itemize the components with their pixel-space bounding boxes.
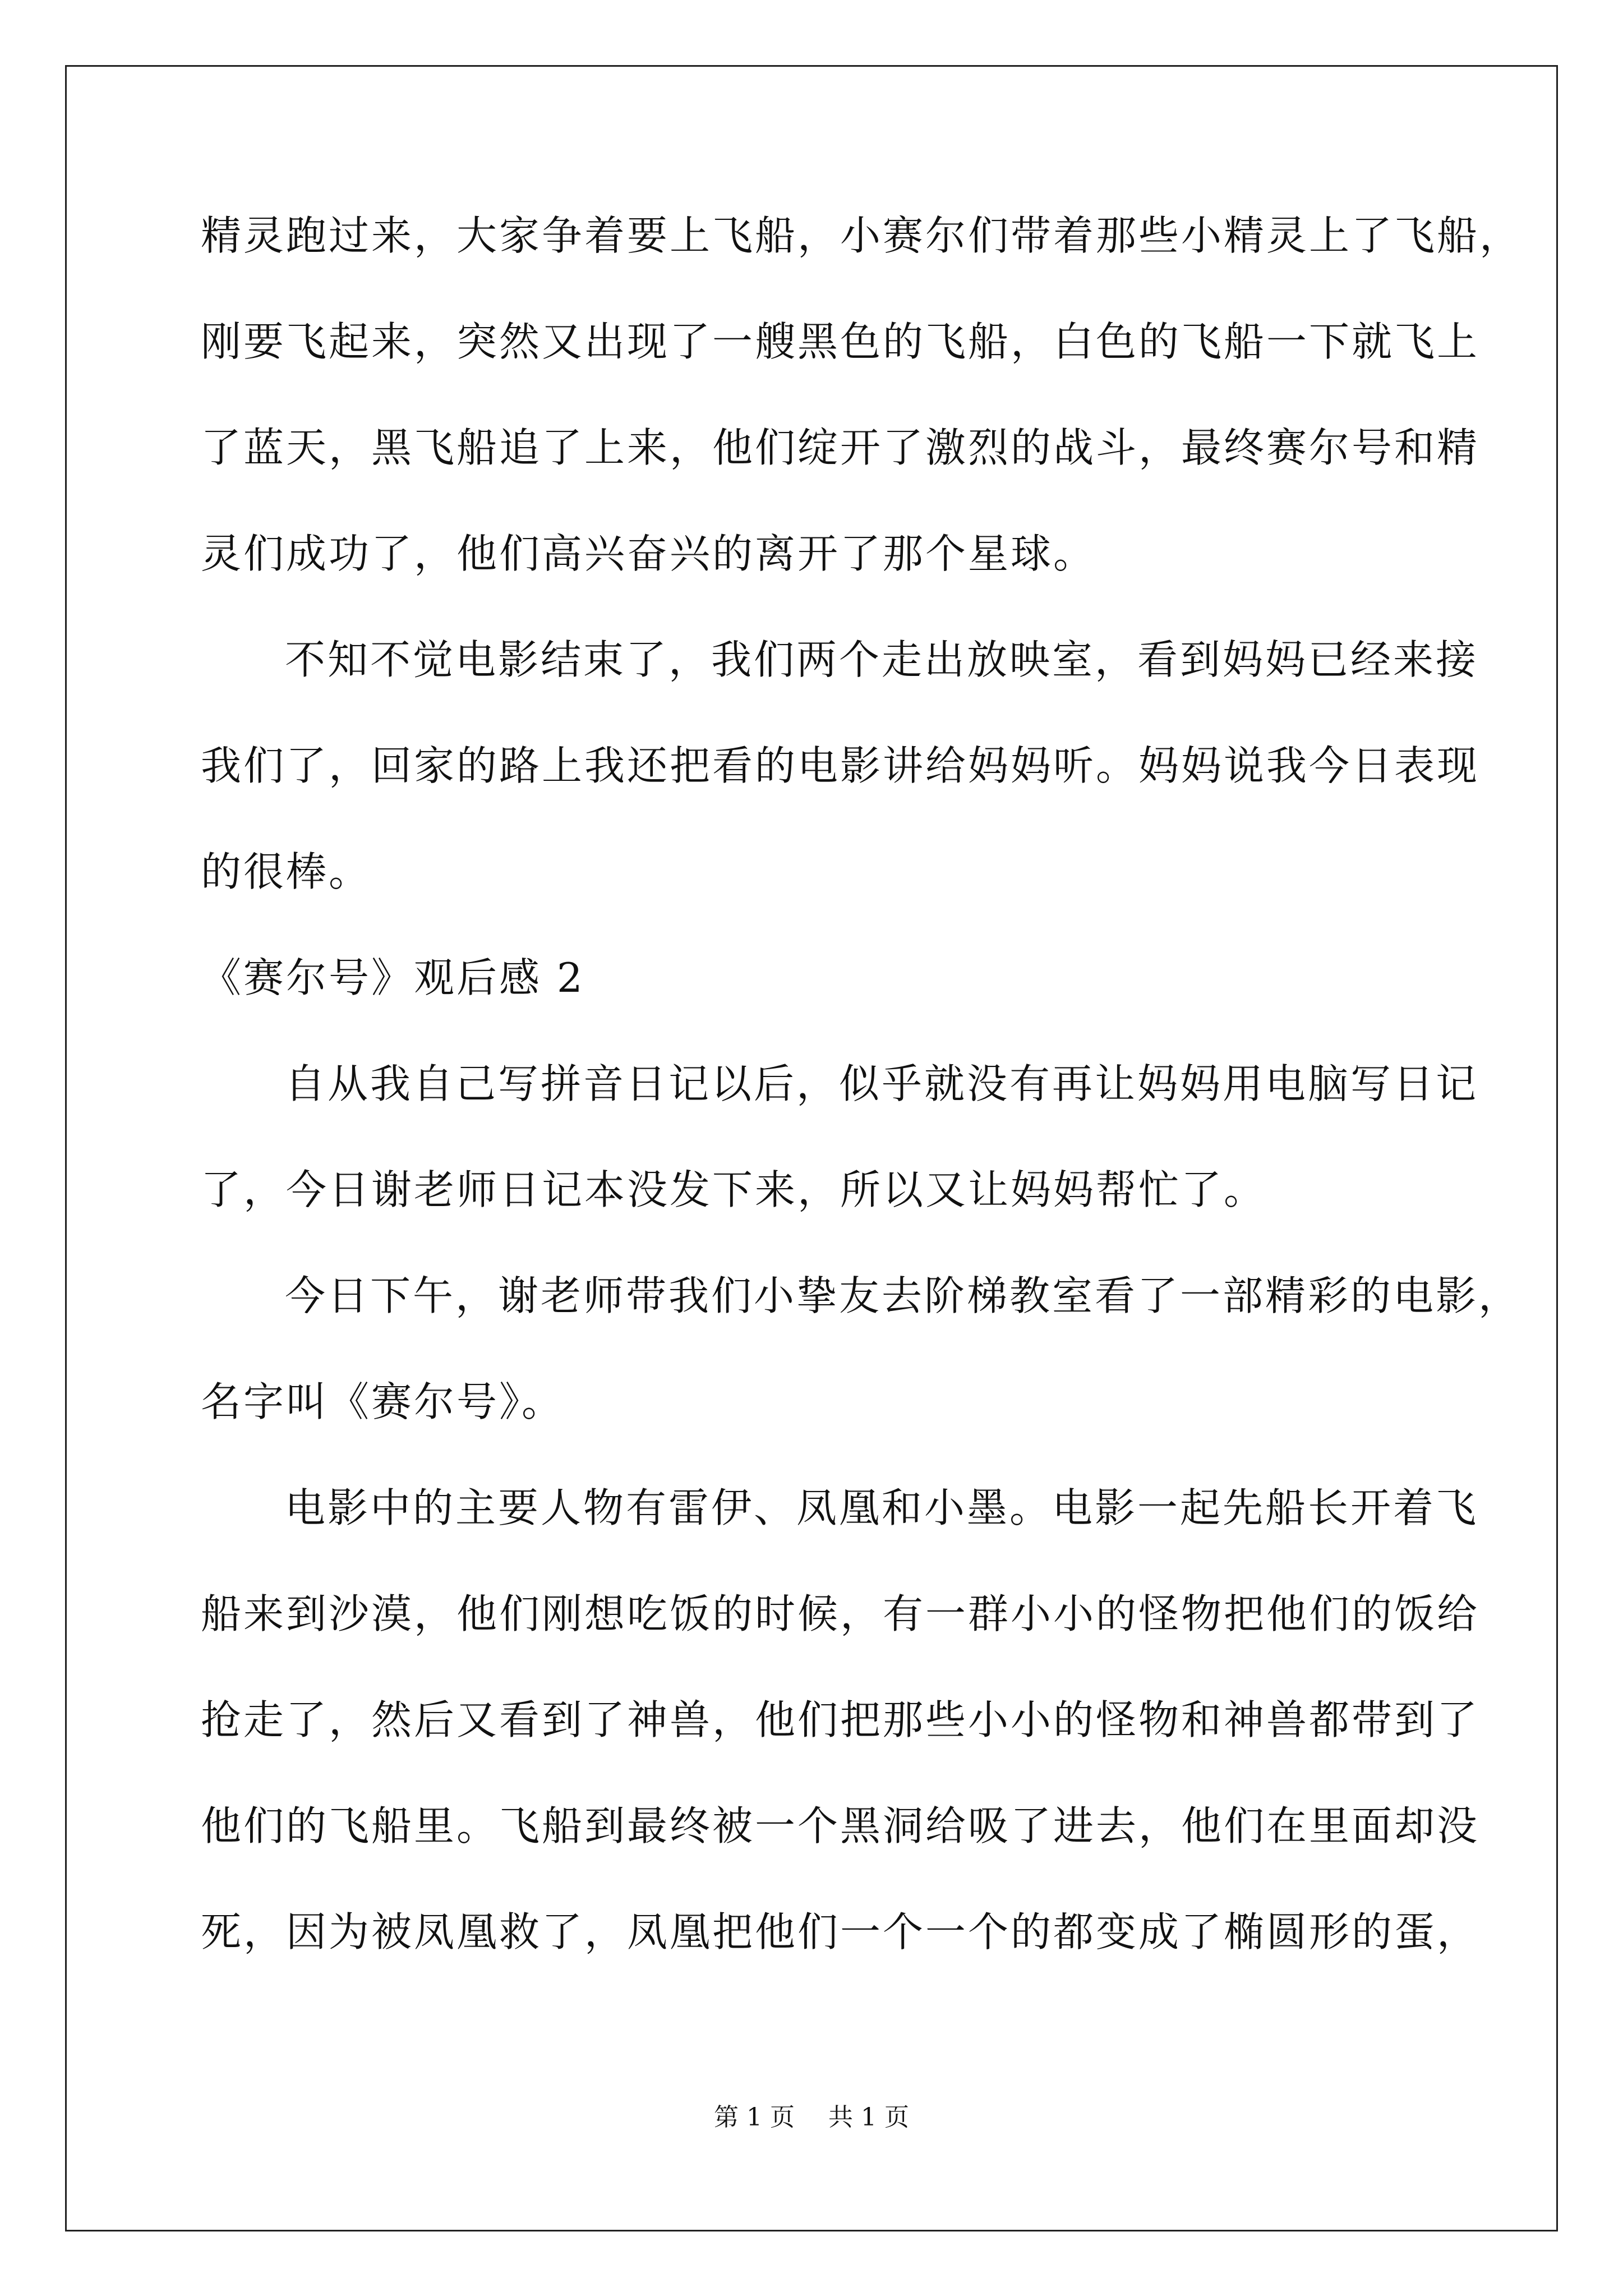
text-line: 精灵跑过来，大家争着要上飞船，小赛尔们带着那些小精灵上了飞船， xyxy=(201,212,1523,259)
text-line: 电影中的主要人物有雷伊、凤凰和小墨。电影一起先船长开着飞 xyxy=(285,1484,1479,1531)
text-line: 我们了，回家的路上我还把看的电影讲给妈妈听。妈妈说我今日表现 xyxy=(201,742,1480,789)
text-line: 不知不觉电影结束了，我们两个走出放映室，看到妈妈已经来接 xyxy=(285,636,1479,683)
text-line: 灵们成功了，他们高兴奋兴的离开了那个星球。 xyxy=(201,530,1096,577)
text-line: 今日下午，谢老师带我们小挚友去阶梯教室看了一部精彩的电影， xyxy=(285,1272,1521,1319)
text-line: 死，因为被凤凰救了，凤凰把他们一个一个的都变成了椭圆形的蛋， xyxy=(201,1908,1480,1955)
text-line: 抢走了，然后又看到了神兽，他们把那些小小的怪物和神兽都带到了 xyxy=(201,1696,1480,1743)
text-line: 刚要飞起来，突然又出现了一艘黑色的飞船，白色的飞船一下就飞上 xyxy=(201,318,1480,365)
page-number: 第 1 页 xyxy=(714,2103,795,2132)
text-line: 他们的飞船里。飞船到最终被一个黑洞给吸了进去，他们在里面却没 xyxy=(201,1802,1480,1849)
text-line: 了蓝天，黑飞船追了上来，他们绽开了激烈的战斗，最终赛尔号和精 xyxy=(201,424,1480,471)
text-line: 名字叫《赛尔号》。 xyxy=(201,1378,565,1425)
page-footer xyxy=(0,2101,1623,2134)
text-line: 自从我自己写拼音日记以后，似乎就没有再让妈妈用电脑写日记 xyxy=(285,1060,1479,1107)
text-line: 船来到沙漠，他们刚想吃饭的时候，有一群小小的怪物把他们的饭给 xyxy=(201,1590,1480,1637)
section-heading: 《赛尔号》观后感 2 xyxy=(201,954,585,1001)
text-line: 的很棒。 xyxy=(201,848,372,895)
text-line: 了，今日谢老师日记本没发下来，所以又让妈妈帮忙了。 xyxy=(201,1166,1267,1213)
page-total: 共 1 页 xyxy=(828,2103,909,2132)
